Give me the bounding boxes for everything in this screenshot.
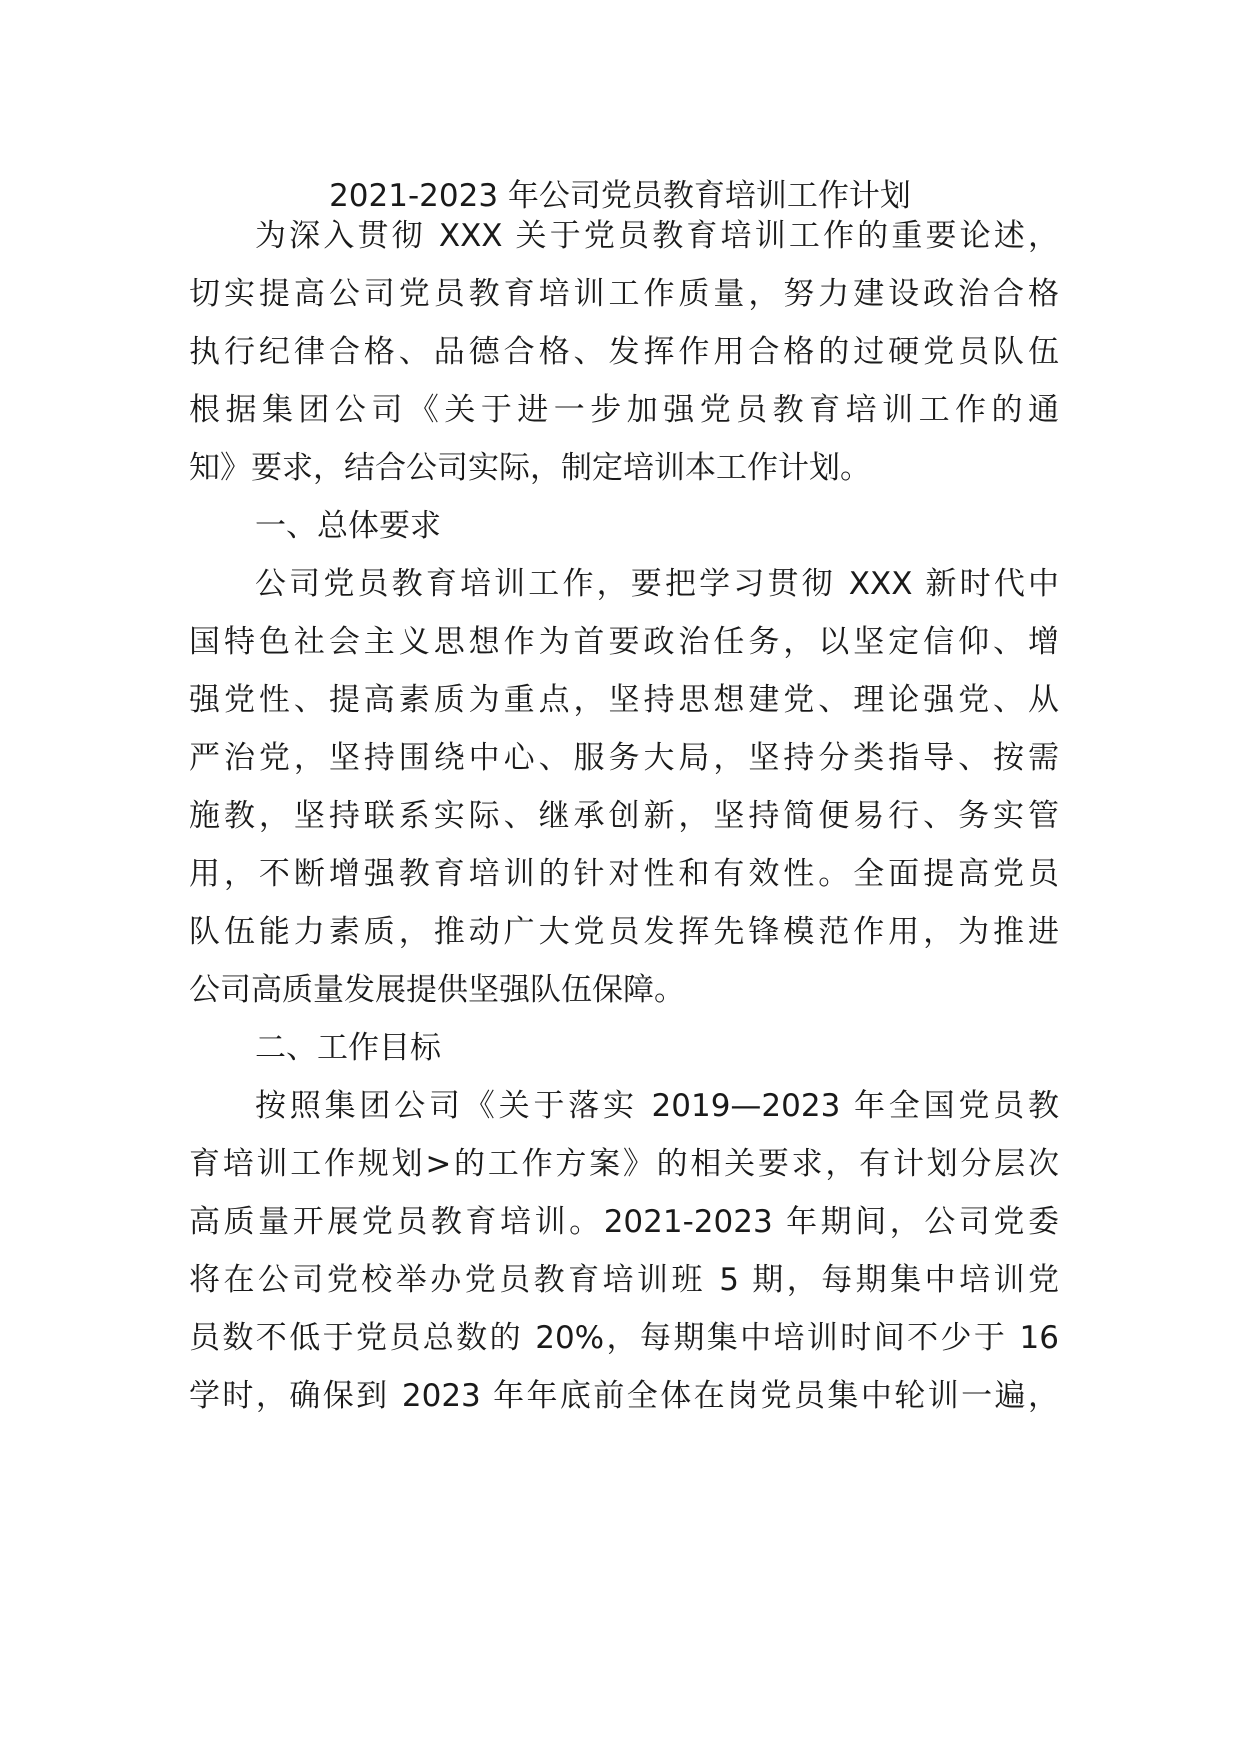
paragraph-line: 高质量开展党员教育培训。2021-2023 年期间，公司党委 <box>189 1204 1059 1240</box>
paragraph-line: 学时，确保到 2023 年年底前全体在岗党员集中轮训一遍， <box>189 1378 1059 1414</box>
paragraph-line: 根据集团公司《关于进一步加强党员教育培训工作的通 <box>189 392 1059 428</box>
paragraph-line: 国特色社会主义思想作为首要政治任务，以坚定信仰、增 <box>189 624 1059 660</box>
paragraph-line: 用，不断增强教育培训的针对性和有效性。全面提高党员 <box>189 856 1059 892</box>
paragraph-line: 知》要求，结合公司实际，制定培训本工作计划。 <box>189 450 871 486</box>
paragraph-line: 按照集团公司《关于落实 2019—2023 年全国党员教 <box>255 1088 1059 1124</box>
paragraph-line: 公司高质量发展提供坚强队伍保障。 <box>189 972 685 1008</box>
paragraph-line: 执行纪律合格、品德合格、发挥作用合格的过硬党员队伍 <box>189 334 1059 370</box>
paragraph-line: 严治党，坚持围绕中心、服务大局，坚持分类指导、按需 <box>189 740 1059 776</box>
document-title: 2021-2023 年公司党员教育培训工作计划 <box>329 178 911 214</box>
paragraph-line: 育培训工作规划>的工作方案》的相关要求，有计划分层次 <box>189 1146 1059 1182</box>
section-heading: 一、总体要求 <box>255 508 441 544</box>
paragraph-line: 为深入贯彻 XXX 关于党员教育培训工作的重要论述， <box>255 218 1059 254</box>
paragraph-line: 公司党员教育培训工作，要把学习贯彻 XXX 新时代中 <box>255 566 1059 602</box>
paragraph-line: 将在公司党校举办党员教育培训班 5 期，每期集中培训党 <box>189 1262 1059 1298</box>
paragraph-line: 切实提高公司党员教育培训工作质量，努力建设政治合格 <box>189 276 1059 312</box>
paragraph-line: 强党性、提高素质为重点，坚持思想建党、理论强党、从 <box>189 682 1059 718</box>
paragraph-line: 员数不低于党员总数的 20%，每期集中培训时间不少于 16 <box>189 1320 1059 1356</box>
paragraph-line: 队伍能力素质，推动广大党员发挥先锋模范作用，为推进 <box>189 914 1059 950</box>
paragraph-line: 施教，坚持联系实际、继承创新，坚持简便易行、务实管 <box>189 798 1059 834</box>
section-heading: 二、工作目标 <box>255 1030 441 1066</box>
